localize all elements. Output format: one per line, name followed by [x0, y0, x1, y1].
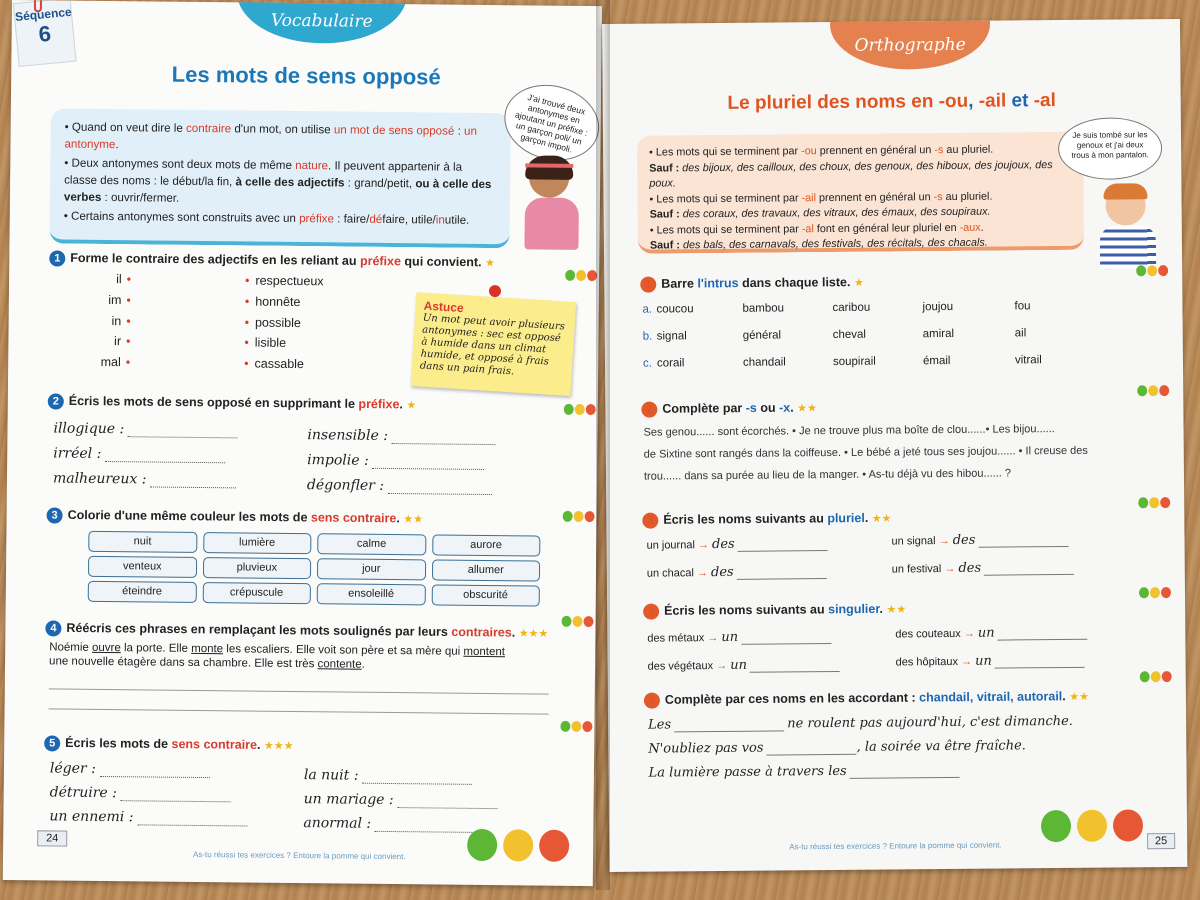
book-spine	[596, 0, 610, 890]
paperclip-icon	[34, 0, 42, 12]
adjective-item[interactable]: • honnête	[244, 294, 301, 309]
adjective-item[interactable]: • lisible	[244, 335, 287, 351]
rule-line: Sauf : des coraux, des travaux, des vitraux, des émaux, des soupiraux.	[649, 205, 991, 221]
page-title: Le pluriel des noms en -ou, -ail et -al	[727, 90, 1056, 114]
word-cell[interactable]: obscurité	[431, 584, 540, 606]
answer-row[interactable]: un festival → des	[892, 560, 1075, 577]
apple-rating-icon[interactable]	[1140, 671, 1173, 682]
rule-box	[49, 108, 510, 248]
footer-text: As-tu réussi tes exercices ? Entoure la pomme qui convient.	[789, 840, 1002, 852]
adjective-item[interactable]: • cassable	[244, 356, 305, 372]
section-badge	[830, 19, 991, 70]
answer-row[interactable]: des végétaux → un	[648, 657, 840, 674]
answer-row[interactable]: insensible :	[307, 427, 495, 445]
writing-line[interactable]	[49, 708, 549, 714]
exercise-3-heading: 3 Écris les noms suivants au pluriel. ★★	[642, 510, 891, 528]
page-number: 25	[1147, 833, 1175, 849]
page-footer	[609, 809, 1187, 852]
apple-rating-icon[interactable]	[1136, 265, 1169, 276]
answer-row[interactable]: impolie :	[307, 452, 484, 470]
rule-box	[637, 132, 1084, 254]
exercise-4-heading: 4 Écris les noms suivants au singulier. ★★	[643, 601, 906, 619]
word-cell[interactable]: lumière	[203, 532, 312, 554]
section-label: Vocabulaire	[270, 10, 373, 32]
word-item[interactable]: bambou	[742, 302, 785, 315]
section-badge	[237, 0, 408, 44]
word-item[interactable]: fou	[1014, 300, 1031, 313]
prefix-list	[78, 269, 131, 374]
page-number: 24	[37, 830, 67, 846]
word-item[interactable]: amiral	[922, 327, 955, 341]
left-page	[3, 0, 602, 886]
word-item[interactable]: vitrail	[1014, 354, 1042, 367]
exercise-number: 5	[644, 693, 660, 709]
answer-row[interactable]: des hôpitaux → un	[896, 653, 1085, 670]
exercise-4-sentence: Noémie ouvre la porte. Elle monte les escaliers. Elle voit son père et sa mère qui montent une nouvelle étagère dans sa chambre. Elle est très contente.	[49, 641, 506, 671]
answer-row[interactable]: un signal → des	[891, 532, 1068, 549]
answer-row[interactable]: illogique :	[53, 420, 238, 438]
answer-row[interactable]: un chacal → des	[647, 564, 827, 581]
word-item[interactable]: cheval	[832, 328, 867, 341]
answer-row[interactable]: La lumière passe à travers les	[648, 763, 959, 781]
exercise-number: 5	[44, 735, 60, 751]
exercise-number: 1	[49, 250, 65, 266]
answer-row[interactable]: un journal → des	[646, 536, 827, 553]
exercise-number: 3	[642, 513, 658, 529]
rule-line: • Les mots qui se terminent par -ou prennent en général un -s au pluriel.	[649, 143, 994, 159]
answer-row[interactable]: dégonfler :	[307, 477, 492, 495]
prefix-item[interactable]: ir •	[114, 334, 131, 349]
exercise-number: 1	[640, 277, 656, 293]
answer-row[interactable]: Les ne roulent pas aujourd'hui, c'est dimanche.	[648, 713, 1073, 733]
word-item[interactable]: caribou	[832, 301, 871, 314]
exercise-number: 4	[45, 620, 61, 636]
footer-text: As-tu réussi tes exercices ? Entoure la pomme qui convient.	[193, 849, 406, 862]
apple-rating-icon[interactable]	[1138, 497, 1171, 508]
intrus-list	[642, 300, 1042, 385]
word-item[interactable]: signal	[656, 330, 687, 343]
rule-line: • Les mots qui se terminent par -ail prennent en général un -s au pluriel.	[649, 190, 993, 206]
answer-row[interactable]: des couteaux → un	[895, 625, 1087, 642]
rule-line: • Les mots qui se terminent par -al font en général leur pluriel en -aux.	[649, 221, 984, 237]
exercise-number: 2	[48, 393, 64, 409]
answer-row[interactable]: anormal :	[303, 815, 485, 833]
adjective-list	[244, 270, 324, 375]
word-item[interactable]: coucou	[656, 303, 694, 316]
word-item[interactable]: joujou	[922, 300, 954, 314]
rule-2: • Deux antonymes sont deux mots de même nature. Il peuvent appartenir à la classe des noms : le début/la fin, à celle des adjectifs : grand/petit, ou à celle des verbes : ouvrir/fermer.	[63, 156, 492, 205]
girl-illustration	[514, 155, 595, 252]
word-item[interactable]: général	[742, 329, 782, 342]
tip-note	[411, 292, 577, 396]
exercise-5-heading: 5 Écris les mots de sens contraire. ★★★	[44, 735, 293, 754]
word-cell[interactable]: jour	[317, 558, 426, 580]
rule-3: • Certains antonymes sont construits avec un préfixe : faire/défaire, utile/inutile.	[63, 209, 470, 227]
rule-line: Sauf : des bals, des carnavals, des festivals, des récitals, des chacals.	[649, 236, 988, 252]
adjective-item[interactable]: • possible	[244, 315, 301, 330]
apple-rating-icon[interactable]	[563, 511, 596, 522]
exercise-2-heading: 2 Complète par -s ou -x. ★★	[641, 400, 817, 418]
apple-rating-icon[interactable]	[1137, 385, 1170, 396]
tip-title: Astuce	[423, 298, 465, 316]
word-grid	[88, 531, 541, 611]
boy-illustration	[1093, 185, 1164, 272]
exercise-3-heading: 3 Colorie d'une même couleur les mots de sens contraire. ★★	[47, 507, 424, 527]
word-item[interactable]: chandail	[742, 356, 786, 369]
answer-row[interactable]: léger :	[50, 760, 210, 778]
word-cell[interactable]: ensoleillé	[317, 583, 426, 605]
speech-bubble: J'ai trouvé deux antonymes en ajoutant un préfixe : un garçon poli/ un garçon impoli.	[496, 75, 602, 171]
word-cell[interactable]: éteindre	[88, 581, 197, 603]
answer-row[interactable]: malheureux :	[53, 470, 236, 488]
tip-body: Un mot peut avoir plusieurs antonymes : sec est opposé à humide dans un climat humide, et opposé à frais dans un pain frais.	[419, 312, 566, 378]
rule-line: Sauf : des bijoux, des cailloux, des choux, des genoux, des hiboux, des joujoux, des poux.	[649, 158, 1053, 190]
speech-bubble: Je suis tombé sur les genoux et j'ai deux trous à mon pantalon.	[1058, 117, 1163, 180]
section-label: Orthographe	[854, 34, 966, 56]
right-page	[602, 19, 1187, 872]
exercise-4-heading: 4 Réécris ces phrases en remplaçant les mots soulignés par leurs contraires. ★★★	[45, 620, 548, 641]
exercise-number: 4	[643, 604, 659, 620]
apple-rating-icon[interactable]	[564, 404, 597, 415]
apple-rating-icon[interactable]	[467, 829, 575, 862]
exercise-number: 2	[641, 402, 657, 418]
prefix-item[interactable]: in •	[111, 313, 131, 328]
word-cell[interactable]: crépuscule	[202, 582, 311, 604]
exercise-1-heading: 1 Forme le contraire des adjectifs en les reliant au préfixe qui convient. ★	[49, 250, 495, 271]
apple-rating-icon[interactable]	[565, 270, 598, 281]
prefix-item[interactable]: il •	[116, 272, 132, 287]
apple-rating-icon[interactable]	[1139, 587, 1172, 598]
pin-icon	[489, 285, 501, 297]
sequence-number: 6	[37, 20, 53, 47]
adjective-item[interactable]: • respectueux	[245, 273, 324, 289]
answer-row[interactable]: un ennemi :	[49, 808, 247, 826]
word-cell[interactable]: aurore	[432, 534, 541, 556]
word-cell[interactable]: pluvieux	[202, 557, 311, 579]
apple-rating-icon[interactable]	[561, 616, 594, 627]
answer-row[interactable]: N'oubliez pas vos , la soirée va être fraîche.	[648, 738, 1026, 757]
word-item[interactable]: ail	[1014, 327, 1027, 340]
exercise-number: 3	[47, 507, 63, 523]
exercise-1-heading: 1 Barre l'intrus dans chaque liste. ★	[640, 275, 864, 293]
answer-row[interactable]: la nuit :	[304, 767, 472, 785]
exercise-2-heading: 2 Écris les mots de sens opposé en supprimant le préfixe. ★	[48, 393, 417, 413]
page-title: Les mots de sens opposé	[171, 61, 441, 90]
answer-row[interactable]: irréel :	[53, 445, 225, 463]
sequence-tag	[13, 0, 77, 67]
word-cell[interactable]: allumer	[431, 559, 540, 581]
sequence-label: Séquence	[14, 4, 73, 25]
exercise-5-heading: 5 Complète par ces noms en les accordant : chandail, vitrail, autorail. ★★	[644, 689, 1089, 709]
exercise-2-text: Ses genou...... sont écorchés. • Je ne trouve plus ma boîte de clou......• Les bijou...... de Sixtine sont rangés dans la coiffeuse. • Le bébé a jeté tous ses joujou...... • Il creuse des trou...... dans sa purée au lieu de la manger. • As-tu déjà vu des hibou...... ?	[643, 423, 1088, 483]
writing-line[interactable]	[49, 688, 549, 694]
prefix-item[interactable]: mal •	[100, 355, 131, 370]
apple-rating-icon[interactable]	[560, 721, 593, 732]
answer-row[interactable]: des métaux → un	[647, 629, 831, 646]
word-item[interactable]: émail	[922, 354, 951, 368]
apple-rating-icon[interactable]	[1041, 809, 1149, 842]
word-cell[interactable]: venteux	[88, 556, 197, 578]
word-item[interactable]: soupirail	[832, 355, 876, 368]
word-item[interactable]: corail	[656, 357, 685, 370]
word-cell[interactable]: nuit	[88, 531, 197, 553]
prefix-item[interactable]: im •	[108, 292, 131, 308]
answer-row[interactable]: détruire :	[50, 784, 231, 802]
rule-1: • Quand on veut dire le contraire d'un mot, on utilise un mot de sens opposé : un antonyme.	[64, 120, 478, 152]
answer-row[interactable]: un mariage :	[304, 791, 498, 809]
word-cell[interactable]: calme	[317, 533, 426, 555]
